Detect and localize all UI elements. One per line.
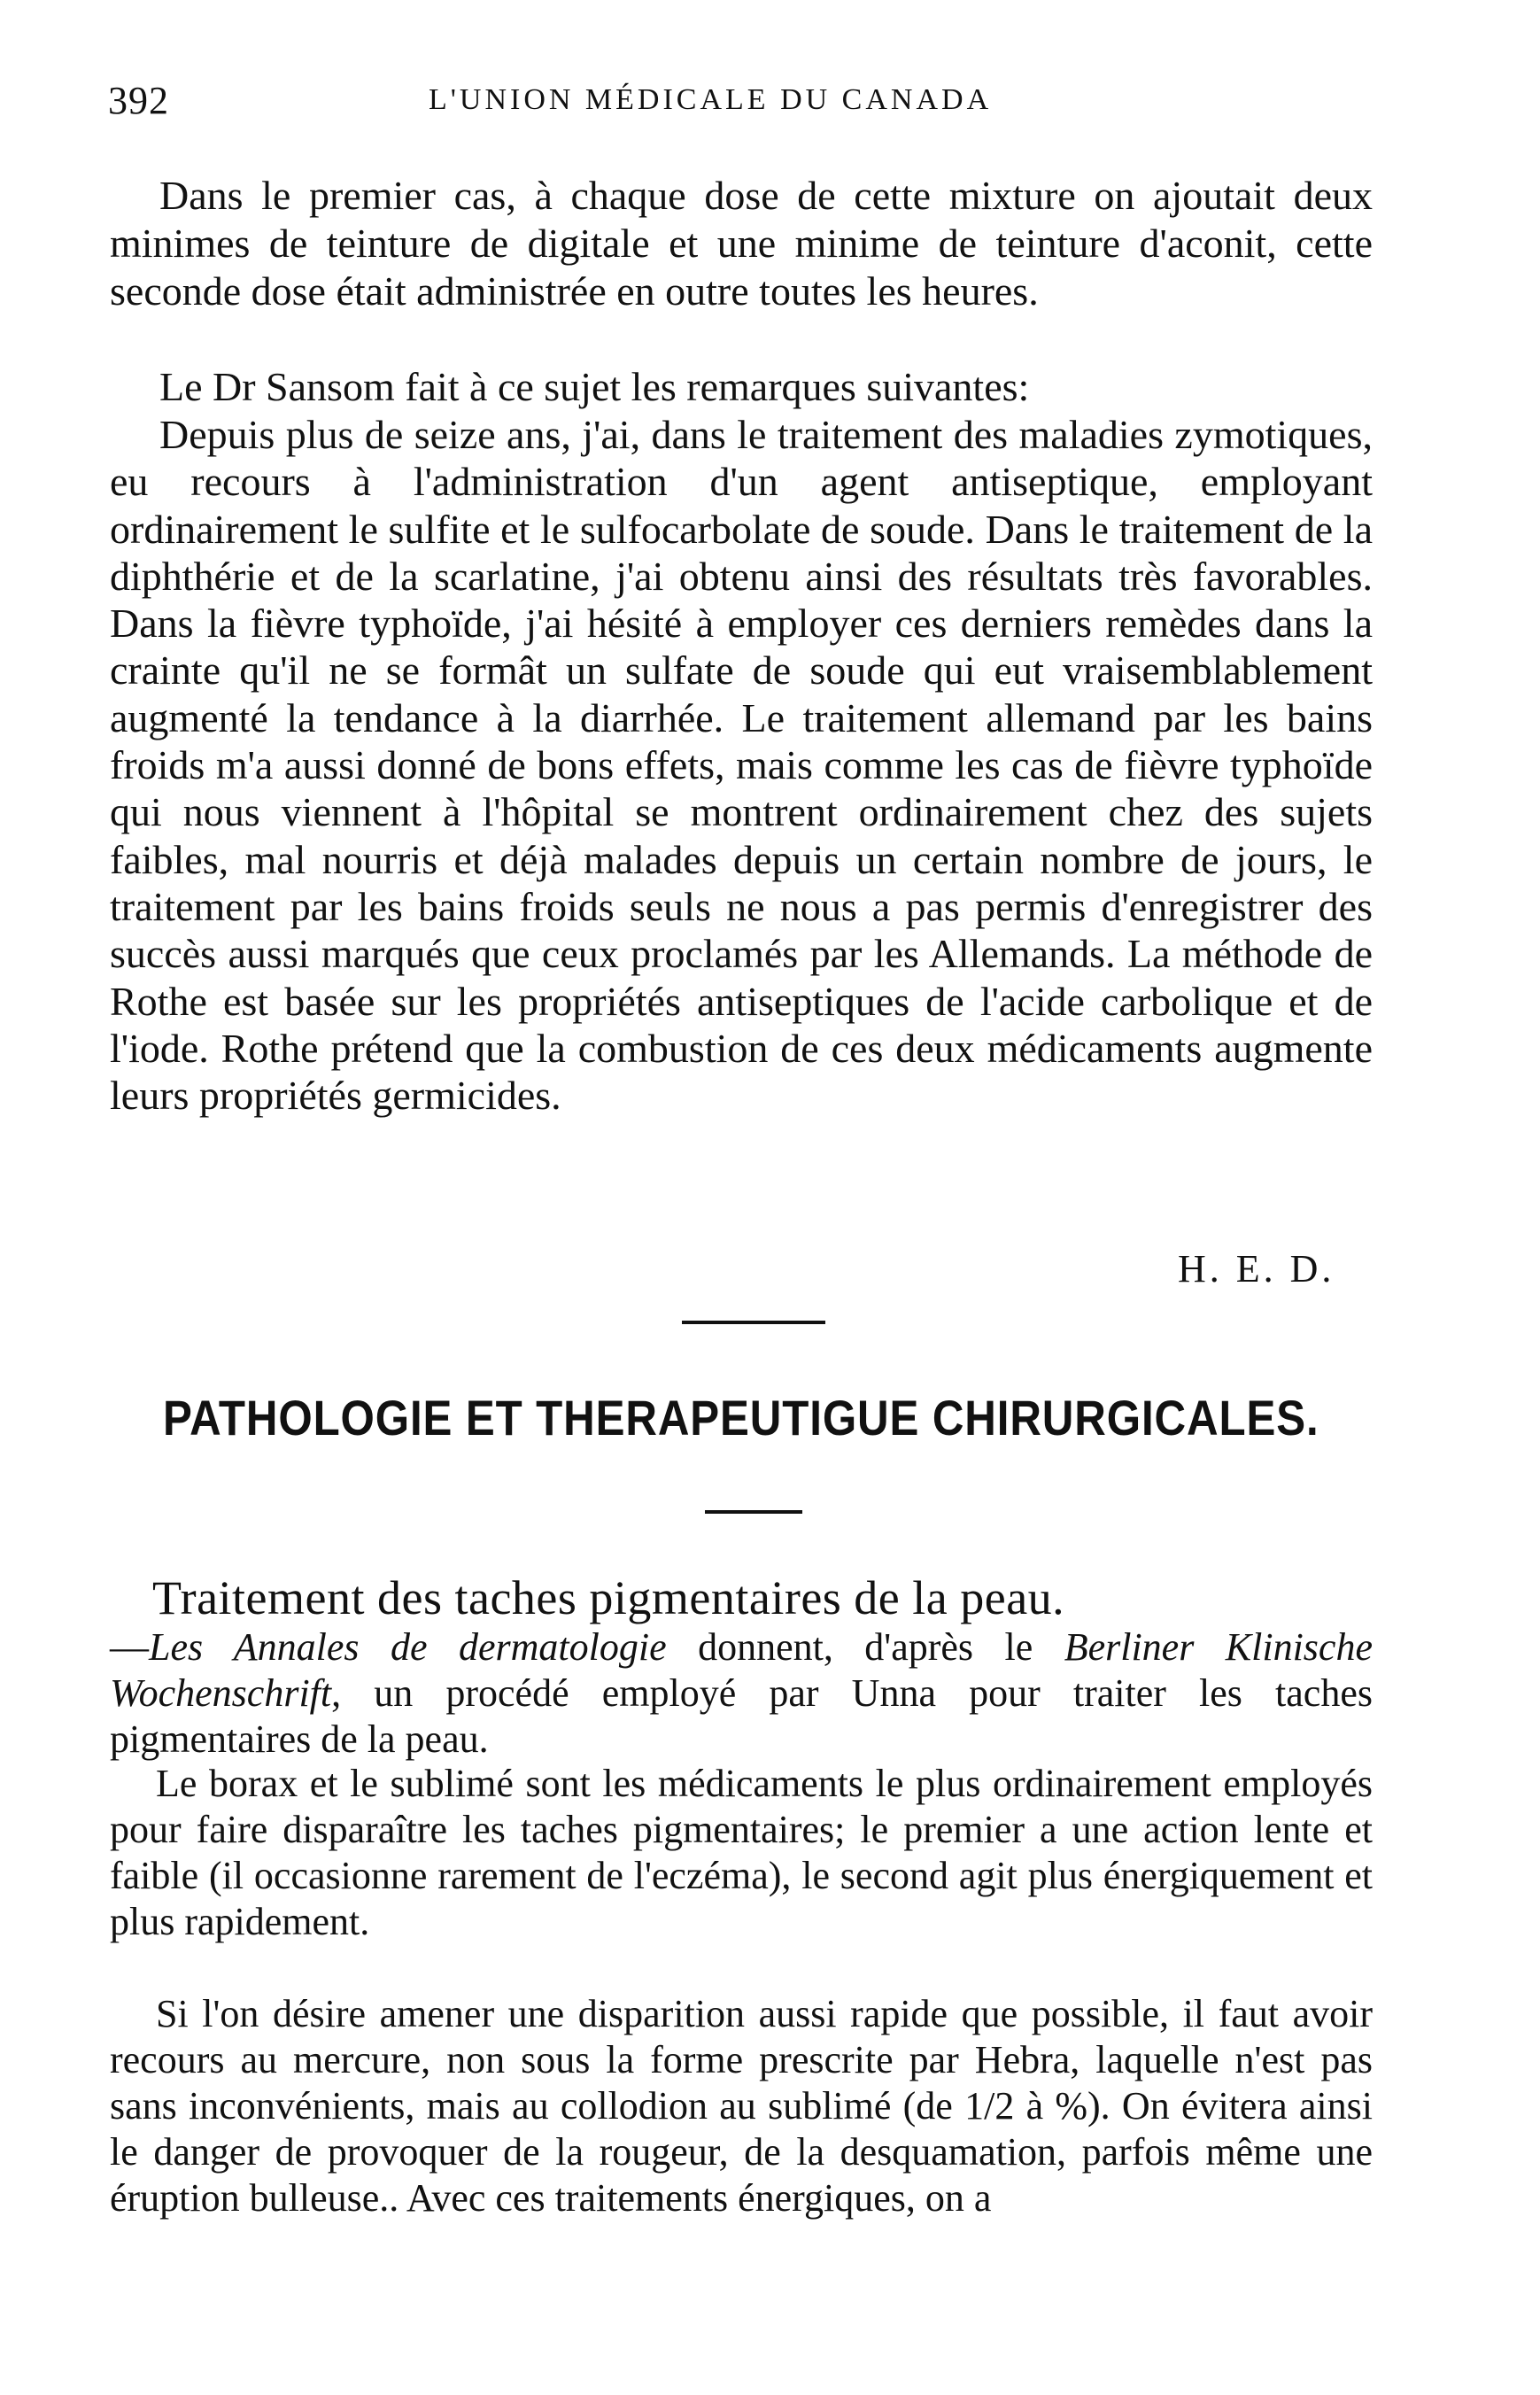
divider-rule [705,1510,802,1514]
divider-rule [682,1321,825,1324]
page-header [108,78,1366,131]
running-title: L'UNION MÉDICALE DU CANADA [429,83,993,116]
article-text: , un procédé employé par Unna pour traiter les taches pigmentaires de la peau. [110,1671,1373,1761]
paragraph-borax: Le borax et le sublimé sont les médicaments le plus ordinairement employés pour faire disparaître les taches pigmentaires; le premier a une action lente et faible (il occasionne rarement de l'eczéma), le second agit plus énergiquement et plus rapidement. [110,1762,1373,1943]
page-number: 392 [108,79,169,122]
paragraph-mercure: Si l'on désire amener une disparition aussi rapide que possible, il faut avoir recours au mercure, non sous la forme prescrite par Hebra, laquelle n'est pas sans inconvénients, mais au collodion au sublimé (de 1/2 à %). On évitera ainsi le danger de provoquer de la rougeur, de la desquamation, parfois même une éruption bulleuse.. Avec ces traitements énergiques, on a [110,1992,1373,2220]
paragraph-sansom-quote: Depuis plus de seize ans, j'ai, dans le traitement des maladies zymotiques, eu recours à l'administration d'un agent antiseptique, employant ordinairement le sulfite et le sulfocarbolate de soude. Dans le traitement de la diphthérie et de la scarlatine, j'ai obtenu ainsi des résultats très favorables. Dans la fièvre typhoïde, j'ai hésité à employer ces derniers remèdes dans la crainte qu'il ne se formât un sulfate de soude qui eut vraisemblablement augmenté la tendance à la diarrhée. Le traitement allemand par les bains froids m'a aussi donné de bons effets, mais comme les cas de fièvre typhoïde qui nous viennent à l'hôpital se montrent ordinairement chez des sujets faibles, mal nourris et déjà malades depuis un certain nombre de jours, le traitement par les bains froids seuls ne nous a pas permis d'enregistrer des succès aussi marqués que ceux proclamés par les Allemands. La méthode de Rothe est basée sur les propriétés antiseptiques de l'acide carbolique et de l'iode. Rothe prétend que la combustion de ces deux médicaments augmente leurs propriétés germicides. [110,412,1373,1119]
author-signature: H. E. D. [1178,1247,1335,1291]
lead-dash: — [110,1625,149,1669]
paragraph-sansom-intro: Le Dr Sansom fait à ce sujet les remarques suivantes: [159,364,1030,409]
article-title: Traitement des taches pigmentaires de la peau. [152,1571,1065,1624]
section-heading: PATHOLOGIE ET THERAPEUTIGUE CHIRURGICALES. [163,1390,1319,1446]
journal-name: Berliner Klinische Wochenschrift [110,1625,1373,1715]
article-text: donnent, d'après le [666,1625,1064,1669]
paragraph-mixture: Dans le premier cas, à chaque dose de cette mixture on ajoutait deux minimes de teinture de digitale et une minime de teinture d'aconit, cette seconde dose était administrée en outre toutes les heures. [110,173,1373,314]
journal-name: Les Annales de dermatologie [149,1625,667,1669]
article-intro [110,1571,1373,1763]
